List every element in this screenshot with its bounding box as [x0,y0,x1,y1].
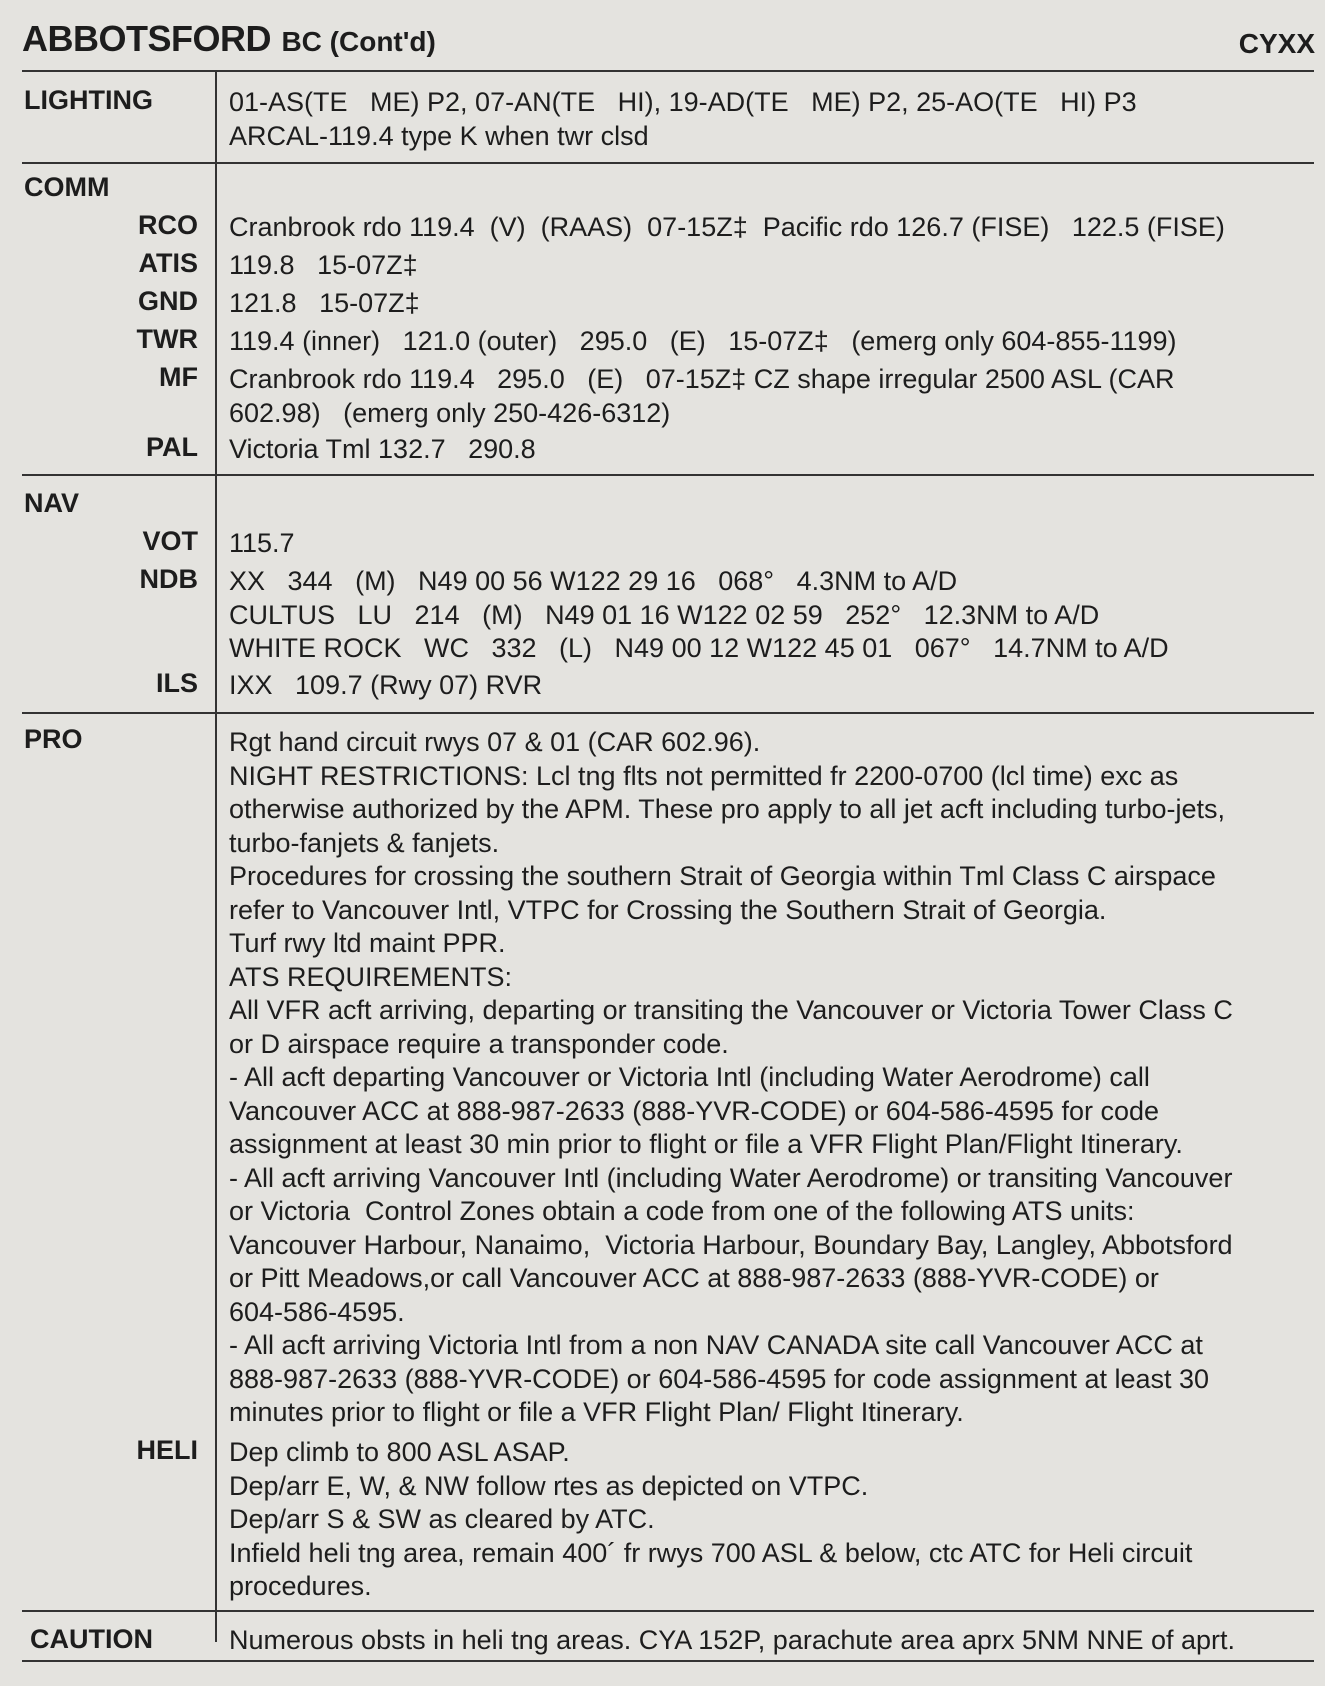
text-line: CULTUS LU 214 (M) N49 01 16 W122 02 59 252° 12.3NM to A/D [229,599,1100,630]
text-line: Vancouver ACC at 888-987-2633 (888-YVR-CODE) or 604-586-4595 for code [229,1095,1160,1126]
text-line: or D airspace require a transponder code. [229,1028,729,1059]
text-line: 115.7 [229,528,295,558]
text-line: 119.4 (inner) 121.0 (outer) 295.0 (E) 15-07Z‡ (emerg only 604-855-1199) [229,326,1177,356]
atis-text [229,249,1321,283]
text-line: 602.98) (emerg only 250-426-6312) [229,397,671,428]
mf-label: MF [159,362,198,392]
nav-label: NAV [24,488,80,518]
gnd-text [229,287,1321,321]
text-line: Vancouver Harbour, Nanaimo, Victoria Harbour, Boundary Bay, Langley, Abbotsford [229,1229,1233,1260]
lighting-label: LIGHTING [24,85,153,115]
text-line: Dep climb to 800 ASL ASAP. [229,1437,570,1467]
vot-text [229,527,1321,561]
page-header [22,18,1315,64]
text-line: 604-586-4595. [229,1296,405,1327]
text-line: 121.8 15-07Z‡ [229,288,420,318]
ndb-label: NDB [139,564,198,594]
text-line: 119.8 15-07Z‡ [229,250,418,280]
heli-label: HELI [136,1435,198,1465]
aerodrome-ident: CYXX [1238,28,1315,59]
pal-label: PAL [146,432,198,462]
ndb-text [229,565,1321,666]
province-label: BC (Cont'd) [281,26,436,57]
text-line: Victoria Tml 132.7 290.8 [229,434,536,464]
text-line: - All acft arriving Victoria Intl from a non NAV CANADA site call Vancouver ACC at [229,1330,1203,1360]
lighting-text [229,86,1321,153]
pro-label: PRO [24,724,83,754]
text-line: Infield heli tng area, remain 400´ fr rwys 700 ASL & below, ctc ATC for Heli circuit [229,1537,1193,1568]
text-line: procedures. [229,1571,372,1601]
text-line: All VFR acft arriving, departing or transiting the Vancouver or Victoria Tower Class C [229,995,1233,1025]
text-line: Cranbrook rdo 119.4 (V) (RAAS) 07-15Z‡ Pacific rdo 126.7 (FISE) 122.5 (FISE) [229,212,1225,242]
text-line: WHITE ROCK WC 332 (L) N49 00 12 W122 45 01 067° 14.7NM to A/D [229,633,1169,663]
text-line: Cranbrook rdo 119.4 295.0 (E) 07-15Z‡ CZ shape irregular 2500 ASL (CAR [229,364,1175,394]
pro-text [229,726,1321,1430]
text-line: 888-987-2633 (888-YVR-CODE) or 604-586-4595 for code assignment at least 30 [229,1363,1210,1394]
ils-text [229,669,1321,703]
atis-label: ATIS [138,248,198,278]
twr-text [229,325,1321,359]
text-line: - All acft arriving Vancouver Intl (including Water Aerodrome) or transiting Vancouver [229,1162,1233,1193]
text-line: ARCAL-119.4 type K when twr clsd [229,120,649,151]
text-line: Numerous obsts in heli tng areas. CYA 152P, parachute area aprx 5NM NNE of aprt. [229,1625,1236,1655]
caution-label: CAUTION [30,1624,153,1654]
text-line: Rgt hand circuit rwys 07 & 01 (CAR 602.96). [229,727,761,757]
mf-text [229,363,1321,430]
text-line: otherwise authorized by the APM. These pro apply to all jet acft including turbo-jets, [229,794,1226,824]
rco-label: RCO [138,210,198,240]
text-line: assignment at least 30 min prior to flight or file a VFR Flight Plan/Flight Itinerary. [229,1129,1183,1159]
text-line: XX 344 (M) N49 00 56 W122 29 16 068° 4.3NM to A/D [229,566,958,596]
text-line: Turf rwy ltd maint PPR. [229,928,506,958]
text-line: or Pitt Meadows,or call Vancouver ACC at 888-987-2633 (888-YVR-CODE) or [229,1263,1159,1293]
bottom-rule [22,1660,1314,1662]
ils-label: ILS [155,668,198,698]
text-line: Procedures for crossing the southern Strait of Georgia within Tml Class C airspace [229,861,1216,891]
text-line: - All acft departing Vancouver or Victoria Intl (including Water Aerodrome) call [229,1062,1150,1092]
text-line: Dep/arr S & SW as cleared by ATC. [229,1504,655,1534]
aerodrome-name: ABBOTSFORD [22,18,271,59]
text-line: turbo-fanjets & fanjets. [229,827,500,858]
text-line: NIGHT RESTRICTIONS: Lcl tng flts not permitted fr 2200-0700 (lcl time) exc as [229,760,1179,791]
text-line: refer to Vancouver Intl, VTPC for Crossing the Southern Strait of Georgia. [229,894,1107,925]
text-line: 01-AS(TE ME) P2, 07-AN(TE HI), 19-AD(TE ME) P2, 25-AO(TE HI) P3 [229,87,1137,117]
vot-label: VOT [142,526,198,556]
comm-label: COMM [24,172,110,202]
text-line: minutes prior to flight or file a VFR Flight Plan/ Flight Itinerary. [229,1397,964,1427]
pal-text [229,433,1321,467]
text-line: IXX 109.7 (Rwy 07) RVR [229,670,543,700]
text-line: Dep/arr E, W, & NW follow rtes as depicted on VTPC. [229,1470,869,1501]
twr-label: TWR [136,324,198,354]
gnd-label: GND [138,286,198,316]
text-line: or Victoria Control Zones obtain a code from one of the following ATS units: [229,1196,1135,1226]
caution-text [229,1624,1321,1658]
rco-text [229,211,1321,245]
heli-text [229,1436,1321,1604]
text-line: ATS REQUIREMENTS: [229,961,513,992]
column-divider [215,72,217,1642]
